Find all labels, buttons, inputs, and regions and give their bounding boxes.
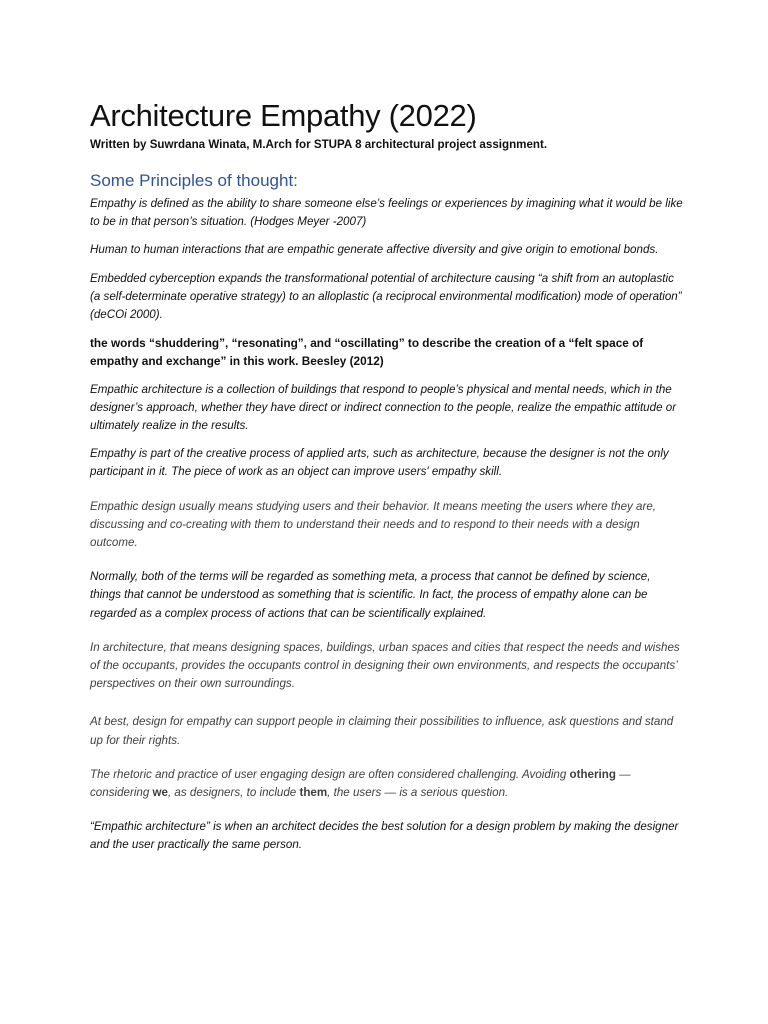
paragraph-empathy-definition: Empathy is defined as the ability to share someone else’s feelings or experiences by imagining what it would be like to be in that person’s situation. (Hodges Meyer -2007) xyxy=(90,197,683,229)
rhetoric-text-them: them xyxy=(299,786,328,800)
rhetoric-text-e: , as designers, to include xyxy=(167,786,300,800)
document-title: Architecture Empathy (2022) xyxy=(90,98,477,133)
paragraph-rhetoric xyxy=(90,766,684,802)
section-heading: Some Principles of thought: xyxy=(90,171,298,190)
rhetoric-text-othering: othering xyxy=(569,767,616,781)
paragraph-empathic-architecture: Empathic architecture is a collection of buildings that respond to people’s physical and mental needs, which in the designer’s approach, whether they have direct or indirect connection to the people, realize the empathic attitude or ultimately realize in the results. xyxy=(90,382,677,433)
rhetoric-text-we: we xyxy=(152,786,168,800)
paragraph-empathic-design: Empathic design usually means studying users and their behavior. It means meeting the users where they are, discussing and co-creating with them to understand their needs and to respond to their needs with a design outcome. xyxy=(90,499,657,550)
paragraph-in-architecture: In architecture, that means designing spaces, buildings, urban spaces and cities that respect the needs and wishes of the occupants, provides the occupants control in designing their own environments, and respects the occupants’ perspectives on their own surroundings. xyxy=(90,640,680,691)
rhetoric-text-c: — considering xyxy=(90,767,631,800)
paragraph-at-best: At best, design for empathy can support people in claiming their possibilities to influence, ask questions and stand up for their rights. xyxy=(90,715,674,747)
byline: Written by Suwrdana Winata, M.Arch for STUPA 8 architectural project assignment. xyxy=(90,138,548,151)
paragraph-meta-terms: Normally, both of the terms will be regarded as something meta, a process that cannot be defined by science, things that cannot be understood as something that is scientific. In fact, the process of empathy alone can be regarded as a complex process of actions that can be scientifically explained. xyxy=(90,570,651,620)
rhetoric-text-g: , the users — is a serious question. xyxy=(327,786,509,800)
paragraph-cyberception: Embedded cyberception expands the transformational potential of architecture causing “a shift from an autoplastic (a self-determinate operative strategy) to an alloplastic (a reciprocal environmental modification) mode of operation” (deCOi 2000). xyxy=(90,271,682,322)
paragraph-creative-process: Empathy is part of the creative process of applied arts, such as architecture, because the designer is not the only participant in it. The piece of work as an object can improve users' empathy skill. xyxy=(90,447,669,479)
paragraph-human-interactions: Human to human interactions that are empathic generate affective diversity and give origin to emotional bonds. xyxy=(90,243,659,257)
paragraph-beesley: the words “shuddering”, “resonating”, and “oscillating” to describe the creation of a “felt space of empathy and exchange” in this work. Beesley (2012) xyxy=(90,336,644,369)
paragraph-empathic-architecture-definition: “Empathic architecture” is when an architect decides the best solution for a design problem by making the designer and the user practically the same person. xyxy=(90,820,679,852)
rhetoric-text-a: The rhetoric and practice of user engaging design are often considered challenging. Avoiding xyxy=(90,767,570,781)
